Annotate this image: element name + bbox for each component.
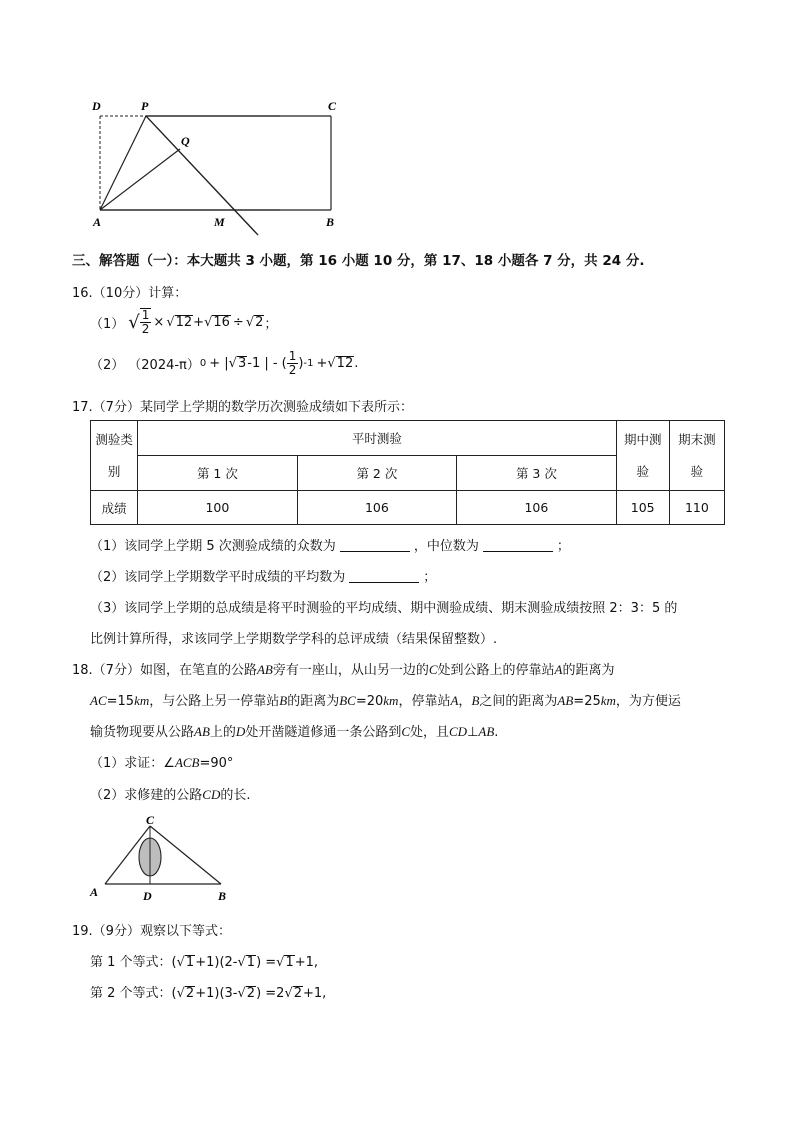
q19-equation1: 第 1 个等式：(√1+1)(2-√1) =√1+1,: [90, 955, 319, 970]
table-header-sub3: 第 3 次: [457, 456, 617, 491]
table-header-sub1: 第 1 次: [138, 456, 298, 491]
label-P: P: [141, 99, 149, 113]
q18-line3: 输货物现要从公路AB上的D处开凿隧道修通一条公路到C处，且CD⊥AB.: [90, 724, 499, 740]
answer-blank[interactable]: [483, 539, 553, 552]
q17-part3-line1: （3）该同学上学期的总成绩是将平时测验的平均成绩、期中测验成绩、期末测验成绩按照 2：3：5 的: [90, 601, 678, 616]
label-A: A: [93, 215, 102, 229]
answer-blank[interactable]: [349, 570, 419, 583]
q19-equation2: 第 2 个等式：(√2+1)(3-√2) =2√2+1,: [90, 986, 327, 1001]
label-D: D: [143, 889, 152, 903]
section-heading: 三、解答题（一）：本大题共 3 小题，第 16 小题 10 分，第 17、18 小题各 7 分，共 24 分.: [72, 253, 645, 269]
answer-blank[interactable]: [340, 539, 410, 552]
table-header-midterm: 期中测 验: [616, 421, 669, 491]
table-header-type: 测验类 别: [91, 421, 138, 491]
table-cell: 106: [457, 491, 617, 525]
q18-part1: （1）求证：∠ACB=90°: [90, 755, 234, 771]
geometry-figure-rectangle-right: [80, 95, 340, 240]
q16-part2: （2） （2024-π） 0 + | √ 3 -1 | - ( $\frac{1}{2}$ ) -1 + √ 12 .: [90, 349, 359, 377]
scores-table: [90, 420, 725, 525]
label-D: D: [92, 99, 101, 113]
table-cell: 105: [616, 491, 669, 525]
label-Q: Q: [181, 134, 190, 148]
q16-heading: 16.（10分）计算：: [72, 286, 188, 301]
label-C: C: [328, 99, 337, 113]
label-M: M: [214, 215, 225, 229]
table-cell: 100: [138, 491, 298, 525]
q16-part1: （1） √ $\frac{1}{2}$ × √ 12 + √ 16 ÷ √ 2 ；: [90, 308, 278, 336]
q17-part2: （2）该同学上学期数学平时成绩的平均数为 ；: [90, 570, 437, 585]
q18-line1: 18.（7分）如图，在笔直的公路AB旁有一座山，从山另一边的C处到公路上的停靠站A的距离为: [72, 662, 615, 678]
geometry-figure-triangle: [85, 812, 240, 904]
label-B: B: [326, 215, 335, 229]
q17-part3-line2: 比例计算所得，求该同学上学期数学学科的总评成绩（结果保留整数）.: [90, 632, 498, 647]
label-C: C: [146, 813, 155, 827]
label-A: A: [90, 885, 99, 899]
label-B: B: [218, 889, 227, 903]
q19-heading: 19.（9分）观察以下等式：: [72, 924, 231, 939]
table-cell: 106: [297, 491, 457, 525]
table-header-regular: 平时测验: [138, 421, 617, 456]
table-cell: 110: [669, 491, 724, 525]
q18-line2: AC=15km，与公路上另一停靠站B的距离为BC=20km，停靠站A，B之间的距离为AB=25km，为方便运: [90, 693, 681, 709]
q17-heading: 17.（7分）某同学上学期的数学历次测验成绩如下表所示：: [72, 400, 413, 415]
q18-part2: （2）求修建的公路CD的长.: [90, 787, 251, 803]
table-header-final: 期末测 验: [669, 421, 724, 491]
q17-part1: （1）该同学上学期 5 次测验成绩的众数为 ，中位数为 ；: [90, 539, 570, 554]
table-row-label: 成绩: [91, 491, 138, 525]
table-header-sub2: 第 2 次: [297, 456, 457, 491]
